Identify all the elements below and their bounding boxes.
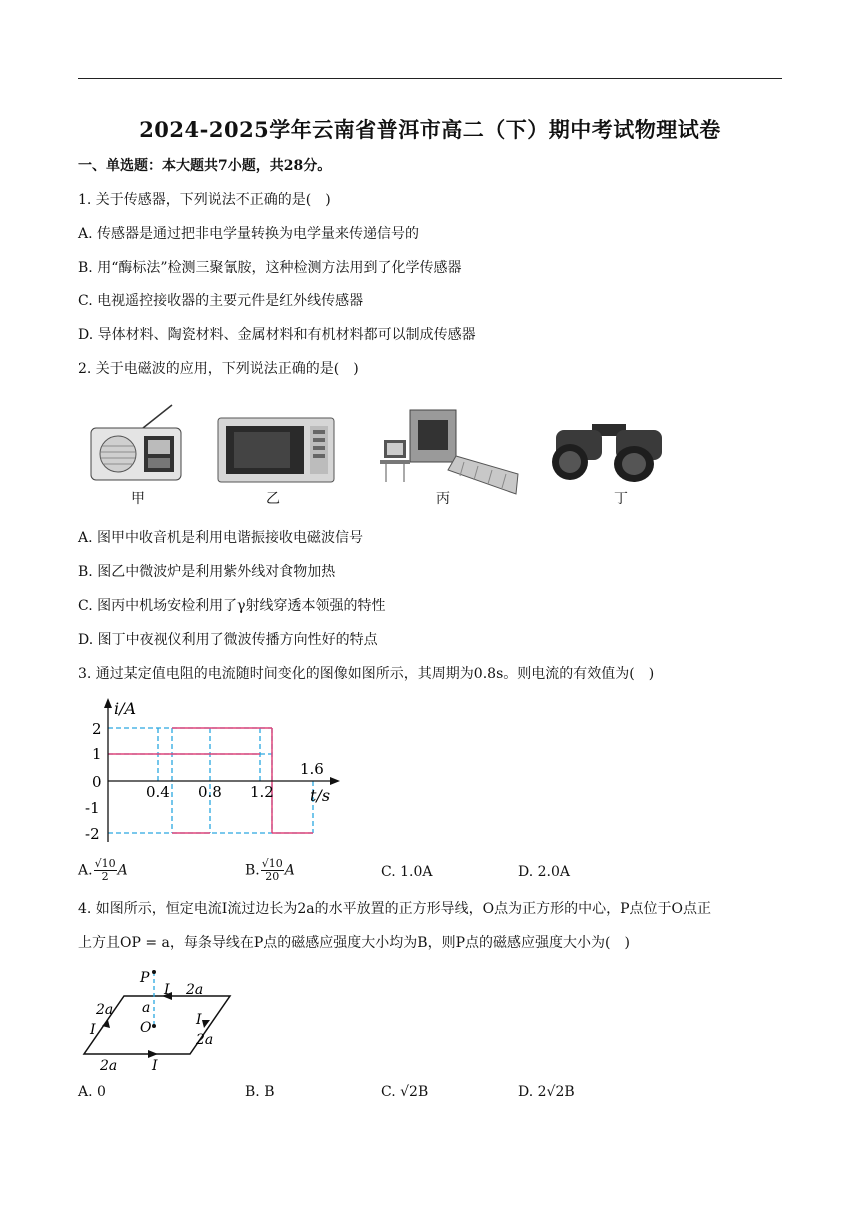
x-axis-label: t/s: [310, 786, 331, 805]
y-tick-0: 0: [92, 773, 102, 791]
q1-option-b: B. 用“酶标法”检测三聚氰胺，这种检测方法用到了化学传感器: [78, 260, 462, 276]
q2-stem: 2. 关于电磁波的应用，下列说法正确的是( ): [78, 361, 359, 377]
q3-option-a: A. $\frac{√10}{2}$ A: [78, 857, 128, 883]
y-tick-neg1: -1: [85, 799, 100, 817]
header-rule: [78, 78, 782, 79]
q4-stem-line2: 上方且OP = a，每条导线在P点的磁感应强度大小均为B，则P点的磁感应强度大小为( ): [78, 935, 630, 951]
caption-jia: 甲: [131, 491, 145, 507]
q2-option-d: D. 图丁中夜视仪利用了微波传播方向性好的特点: [78, 632, 378, 648]
y-axis-label: i/A: [114, 699, 137, 718]
q2-option-c: C. 图丙中机场安检利用了γ射线穿透本领强的特性: [78, 598, 386, 614]
x-tick-1.6: 1.6: [300, 760, 324, 778]
x-tick-0.8: 0.8: [198, 783, 222, 801]
q2-option-a: A. 图甲中收音机是利用电谐振接收电磁波信号: [78, 530, 364, 546]
q3-option-b: B. $\frac{√10}{20}$ A: [245, 857, 295, 883]
label-i-top: I: [164, 982, 170, 998]
label-i-bottom: I: [152, 1058, 158, 1074]
binoculars-image: [548, 418, 670, 484]
square-loop-diagram: [78, 962, 248, 1074]
q4-stem-line1: 4. 如图所示，恒定电流I流过边长为2a的水平放置的正方形导线，O点为正方形的中心，P点位于O点正: [78, 901, 711, 917]
q4-option-b: B. B: [245, 1084, 275, 1100]
q3-option-c: C. 1.0A: [381, 864, 433, 880]
label-o: O: [140, 1020, 152, 1036]
q1-stem: 1. 关于传感器，下列说法不正确的是( ): [78, 192, 331, 208]
q1-option-a: A. 传感器是通过把非电学量转换为电学量来传递信号的: [78, 226, 420, 242]
label-i-right: I: [196, 1012, 202, 1028]
microwave-image: [216, 414, 338, 486]
q4-option-d: D. 2√2B: [518, 1084, 575, 1100]
section-heading: 一、单选题：本大题共7小题，共28分。: [78, 158, 332, 174]
current-time-graph: [78, 692, 368, 852]
x-tick-0.4: 0.4: [146, 783, 170, 801]
radio-image: [88, 402, 188, 484]
q4-option-c: C. √2B: [381, 1084, 429, 1100]
y-tick-neg2: -2: [85, 825, 100, 843]
q1-option-d: D. 导体材料、陶瓷材料、金属材料和有机材料都可以制成传感器: [78, 327, 476, 343]
label-a: a: [142, 1000, 151, 1016]
q1-option-c: C. 电视遥控接收器的主要元件是红外线传感器: [78, 293, 364, 309]
label-i-left: I: [90, 1022, 96, 1038]
caption-bing: 丙: [436, 491, 450, 507]
y-tick-2: 2: [92, 720, 102, 738]
page-title: 2024-2025学年云南省普洱市高二（下）期中考试物理试卷: [139, 117, 721, 142]
label-p: P: [140, 970, 150, 986]
q4-option-a: A. 0: [78, 1084, 106, 1100]
x-tick-1.2: 1.2: [250, 783, 274, 801]
caption-ding: 丁: [614, 491, 628, 507]
q2-option-b: B. 图乙中微波炉是利用紫外线对食物加热: [78, 564, 336, 580]
security-scanner-image: [378, 404, 522, 496]
label-2a-right: 2a: [196, 1032, 214, 1048]
label-2a-top: 2a: [186, 982, 204, 998]
q3-option-d: D. 2.0A: [518, 864, 571, 880]
y-tick-1: 1: [92, 745, 102, 763]
label-2a-bottom: 2a: [100, 1058, 118, 1074]
caption-yi: 乙: [266, 491, 280, 507]
q3-stem: 3. 通过某定值电阻的电流随时间变化的图像如图所示，其周期为0.8s。则电流的有效值为( ): [78, 666, 655, 682]
label-2a-left: 2a: [96, 1002, 114, 1018]
